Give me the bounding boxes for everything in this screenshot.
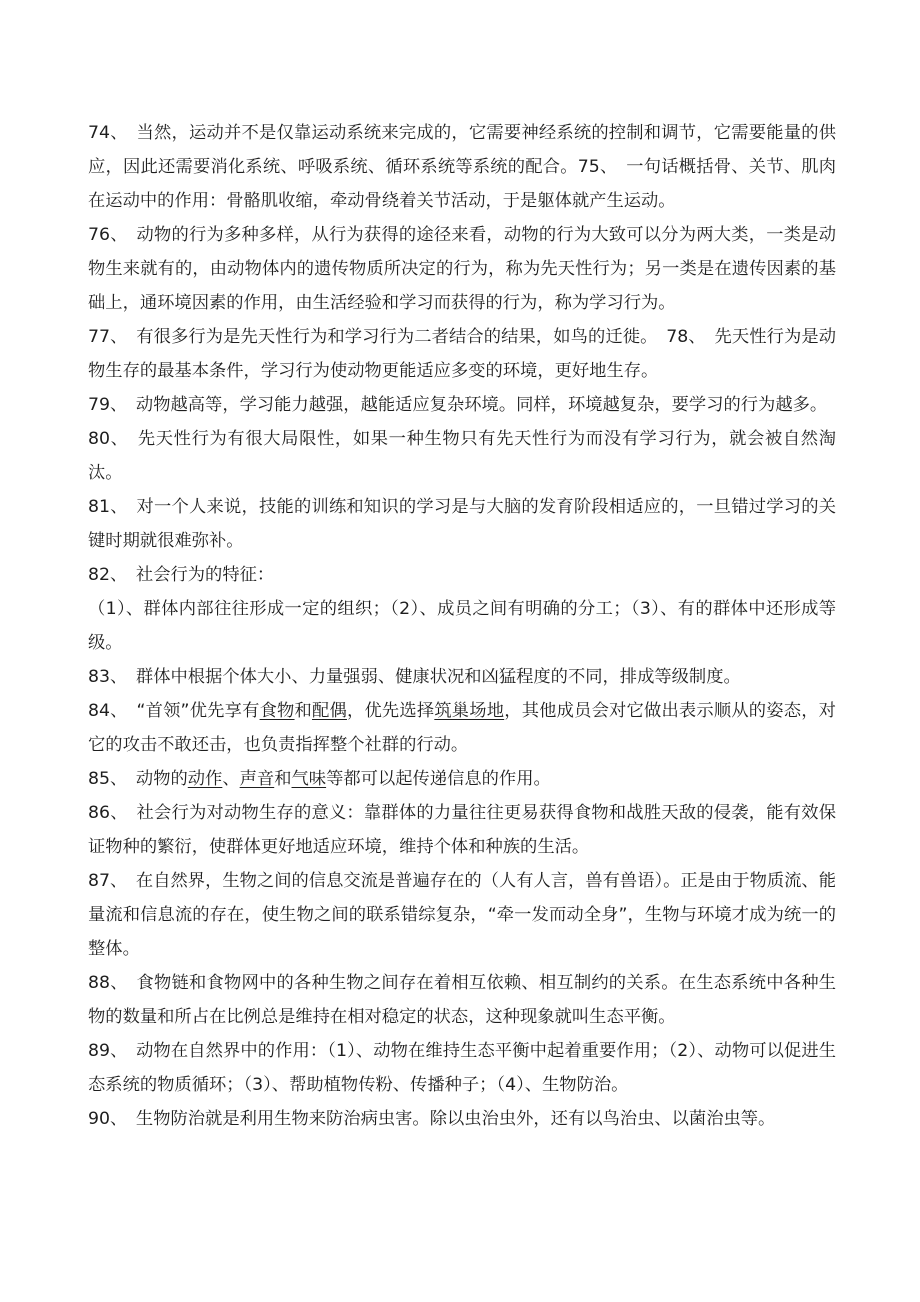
- p84-text-a: 84、 “首领”优先享有: [88, 701, 260, 721]
- p85-text-a: 85、 动物的: [88, 769, 188, 789]
- paragraph-77-78: 77、 有很多行为是先天性行为和学习行为二者结合的结果，如鸟的迁徙。 78、 先天性行为是动物生存的最基本条件，学习行为使动物更能适应多变的环境，更好地生存。: [88, 327, 836, 381]
- paragraph-80: 80、 先天性行为有很大局限性，如果一种生物只有先天性行为而没有学习行为，就会被自然淘汰。: [88, 429, 836, 483]
- paragraph-89: 89、 动物在自然界中的作用：（1）、动物在维持生态平衡中起着重要作用；（2）、动物可以促进生态系统的物质循环；（3）、帮助植物传粉、传播种子；（4）、生物防治。: [88, 1041, 836, 1095]
- p84-text-b: 和: [294, 701, 313, 721]
- paragraph-83: 83、 群体中根据个体大小、力量强弱、健康状况和凶猛程度的不同，排成等级制度。: [88, 667, 741, 687]
- paragraph-81: 81、 对一个人来说，技能的训练和知识的学习是与大脑的发育阶段相适应的，一旦错过学习的关键时期就很难弥补。: [88, 497, 836, 551]
- underlined-term-sound: 声音: [239, 769, 275, 789]
- p85-text-d: 等都可以起传递信息的作用。: [326, 769, 551, 789]
- p85-text-c: 和: [274, 769, 292, 789]
- p85-text-b: 、: [222, 769, 240, 789]
- paragraph-82-heading: 82、 社会行为的特征：: [88, 565, 275, 585]
- underlined-term-smell: 气味: [291, 769, 327, 789]
- paragraph-82-items: （1）、群体内部往往形成一定的组织；（2）、成员之间有明确的分工；（3）、有的群体中还形成等级。: [88, 599, 836, 653]
- paragraph-85: [88, 762, 836, 796]
- paragraph-84: [88, 694, 836, 762]
- underlined-term-food: 食物: [259, 701, 295, 721]
- paragraph-79: 79、 动物越高等，学习能力越强，越能适应复杂环境。同样，环境越复杂，要学习的行为越多。: [88, 395, 828, 415]
- p84-text-c: ，优先选择: [346, 701, 435, 721]
- paragraph-76: 76、 动物的行为多种多样，从行为获得的途径来看，动物的行为大致可以分为两大类，一类是动物生来就有的，由动物体内的遗传物质所决定的行为，称为先天性行为；另一类是在遗传因素的基础上，通环境因素的作用，由生活经验和学习而获得的行为，称为学习行为。: [88, 225, 836, 313]
- underlined-term-nest-site: 筑巢场地: [434, 701, 505, 721]
- paragraph-86: 86、 社会行为对动物生存的意义：靠群体的力量往往更易获得食物和战胜天敌的侵袭，能有效保证物种的繁衍，使群体更好地适应环境，维持个体和种族的生活。: [88, 803, 836, 857]
- underlined-term-action: 动作: [187, 769, 223, 789]
- paragraph-87: 87、 在自然界，生物之间的信息交流是普遍存在的（人有人言，兽有兽语）。正是由于物质流、能量流和信息流的存在，使生物之间的联系错综复杂，“牵一发而动全身”，生物与环境才成为统一的整体。: [88, 871, 836, 959]
- paragraph-74-75: 74、 当然，运动并不是仅靠运动系统来完成的，它需要神经系统的控制和调节，它需要能量的供应，因此还需要消化系统、呼吸系统、循环系统等系统的配合。75、 一句话概括骨、关节、肌肉在运动中的作用：骨骼肌收缩，牵动骨绕着关节活动，于是躯体就产生运动。: [88, 123, 836, 211]
- underlined-term-mate: 配偶: [312, 701, 347, 721]
- p84-text-d: ，其他成员会对它做出表示顺从的姿态，对它的攻击不敢还击，也负责指挥整个社群的行动。: [88, 701, 836, 755]
- paragraph-90: 90、 生物防治就是利用生物来防治病虫害。除以虫治虫外，还有以鸟治虫、以菌治虫等。: [88, 1109, 776, 1129]
- paragraph-88: 88、 食物链和食物网中的各种生物之间存在着相互依赖、相互制约的关系。在生态系统中各种生物的数量和所占在比例总是维持在相对稳定的状态，这种现象就叫生态平衡。: [88, 973, 836, 1027]
